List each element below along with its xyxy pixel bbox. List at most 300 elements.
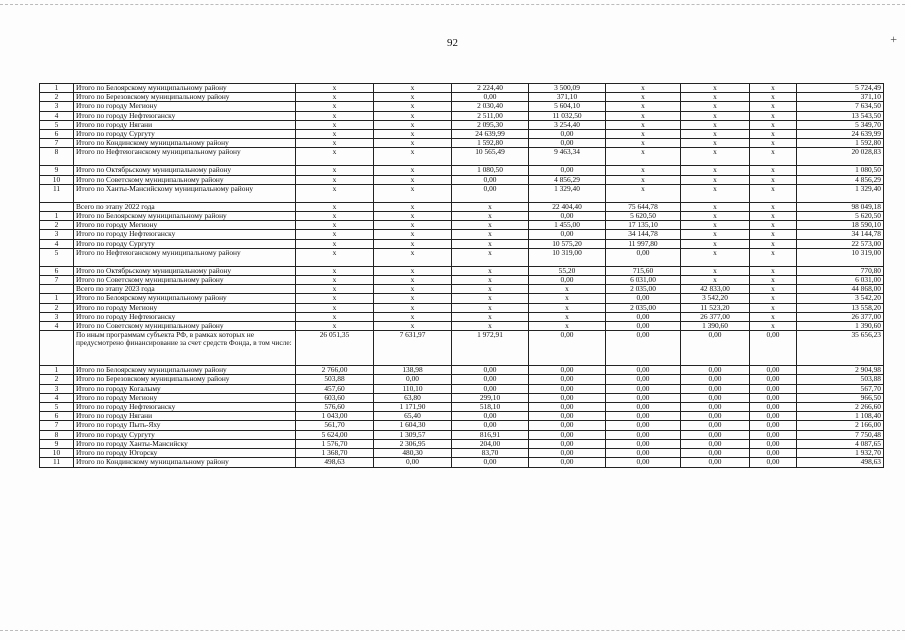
- value-cell: 0,00: [606, 393, 681, 402]
- value-cell: 22 404,40: [529, 202, 606, 211]
- row-name-cell: Итого по городу Мегиону: [74, 303, 296, 312]
- value-cell: х: [374, 148, 452, 166]
- row-number-cell: 7: [40, 139, 74, 148]
- row-name-cell: Итого по Ханты-Мансийскому муниципальному району: [74, 184, 296, 202]
- value-cell: 0,00: [750, 384, 797, 393]
- row-number-cell: 8: [40, 148, 74, 166]
- value-cell: х: [750, 248, 797, 266]
- row-name-cell: Итого по городу Пыть-Яху: [74, 421, 296, 430]
- value-cell: х: [374, 276, 452, 285]
- value-cell: 966,50: [797, 393, 884, 402]
- value-cell: х: [374, 248, 452, 266]
- value-cell: 0,00: [374, 458, 452, 467]
- value-cell: 24 639,99: [452, 130, 529, 139]
- value-cell: х: [374, 294, 452, 303]
- value-cell: х: [452, 221, 529, 230]
- table-row: [40, 430, 884, 439]
- value-cell: 480,30: [374, 449, 452, 458]
- value-cell: х: [296, 120, 374, 129]
- value-cell: х: [374, 93, 452, 102]
- row-number-cell: 6: [40, 266, 74, 275]
- value-cell: 0,00: [681, 421, 750, 430]
- value-cell: 10 575,20: [529, 239, 606, 248]
- value-cell: х: [374, 120, 452, 129]
- row-number-cell: 1: [40, 84, 74, 93]
- row-number-cell: 9: [40, 439, 74, 448]
- value-cell: 2 224,40: [452, 84, 529, 93]
- table-row: [40, 239, 884, 248]
- table-row: [40, 102, 884, 111]
- value-cell: 5 624,00: [296, 430, 374, 439]
- table-row: [40, 202, 884, 211]
- row-name-cell: Итого по Нефтеюганскому муниципальному району: [74, 248, 296, 266]
- value-cell: х: [681, 84, 750, 93]
- value-cell: 1 972,91: [452, 331, 529, 366]
- value-cell: 0,00: [374, 375, 452, 384]
- value-cell: 0,00: [529, 366, 606, 375]
- value-cell: х: [296, 322, 374, 331]
- value-cell: 0,00: [606, 384, 681, 393]
- row-name-cell: Итого по городу Когалыму: [74, 384, 296, 393]
- value-cell: 63,80: [374, 393, 452, 402]
- value-cell: 1 171,90: [374, 403, 452, 412]
- value-cell: х: [750, 184, 797, 202]
- value-cell: 770,80: [797, 266, 884, 275]
- value-cell: 0,00: [529, 375, 606, 384]
- value-cell: 204,00: [452, 439, 529, 448]
- value-cell: 0,00: [750, 458, 797, 467]
- row-number-cell: 2: [40, 303, 74, 312]
- value-cell: 0,00: [681, 331, 750, 366]
- value-cell: 0,00: [529, 393, 606, 402]
- value-cell: 0,00: [681, 412, 750, 421]
- row-number-cell: [40, 331, 74, 366]
- value-cell: х: [374, 266, 452, 275]
- value-cell: 2 035,00: [606, 303, 681, 312]
- value-cell: 11 032,50: [529, 111, 606, 120]
- table-row: [40, 120, 884, 129]
- table-row: [40, 130, 884, 139]
- value-cell: 0,00: [452, 93, 529, 102]
- value-cell: 0,00: [529, 276, 606, 285]
- bottom-scan-edge: [0, 630, 905, 631]
- document-table: [39, 83, 884, 468]
- value-cell: 44 868,00: [797, 285, 884, 294]
- value-cell: х: [681, 166, 750, 175]
- value-cell: 1 390,60: [681, 322, 750, 331]
- value-cell: 2 095,30: [452, 120, 529, 129]
- value-cell: х: [374, 139, 452, 148]
- value-cell: 561,70: [296, 421, 374, 430]
- table-row: [40, 111, 884, 120]
- value-cell: 1 455,00: [529, 221, 606, 230]
- row-name-cell: Итого по Белоярскому муниципальному району: [74, 366, 296, 375]
- value-cell: 26 377,00: [681, 312, 750, 321]
- value-cell: 3 542,20: [681, 294, 750, 303]
- row-name-cell: Итого по Березовскому муниципальному району: [74, 375, 296, 384]
- row-number-cell: 11: [40, 458, 74, 467]
- row-name-cell: Итого по Советскому муниципальному району: [74, 175, 296, 184]
- value-cell: х: [750, 230, 797, 239]
- value-cell: х: [750, 139, 797, 148]
- value-cell: х: [681, 93, 750, 102]
- value-cell: х: [296, 84, 374, 93]
- value-cell: 0,00: [606, 412, 681, 421]
- value-cell: х: [296, 202, 374, 211]
- value-cell: 0,00: [452, 366, 529, 375]
- value-cell: 2 904,98: [797, 366, 884, 375]
- value-cell: 0,00: [606, 430, 681, 439]
- value-cell: х: [296, 166, 374, 175]
- row-number-cell: 1: [40, 212, 74, 221]
- value-cell: 0,00: [452, 384, 529, 393]
- value-cell: 2 766,00: [296, 366, 374, 375]
- value-cell: 0,00: [529, 331, 606, 366]
- row-name-cell: Итого по Советскому муниципальному району: [74, 322, 296, 331]
- value-cell: х: [296, 221, 374, 230]
- value-cell: х: [606, 111, 681, 120]
- value-cell: х: [681, 102, 750, 111]
- value-cell: 1 604,30: [374, 421, 452, 430]
- value-cell: 0,00: [606, 322, 681, 331]
- value-cell: 2 166,00: [797, 421, 884, 430]
- value-cell: 5 724,49: [797, 84, 884, 93]
- table-row: [40, 375, 884, 384]
- row-number-cell: 5: [40, 120, 74, 129]
- value-cell: х: [750, 130, 797, 139]
- value-cell: х: [681, 130, 750, 139]
- value-cell: 2 306,95: [374, 439, 452, 448]
- value-cell: 0,00: [452, 175, 529, 184]
- value-cell: 35 656,23: [797, 331, 884, 366]
- table-row: [40, 331, 884, 366]
- value-cell: 2 266,60: [797, 403, 884, 412]
- value-cell: 0,00: [750, 412, 797, 421]
- value-cell: 0,00: [750, 449, 797, 458]
- row-name-cell: Итого по Белоярскому муниципальному району: [74, 212, 296, 221]
- value-cell: 0,00: [529, 130, 606, 139]
- row-number-cell: 1: [40, 366, 74, 375]
- value-cell: х: [750, 239, 797, 248]
- value-cell: х: [296, 93, 374, 102]
- value-cell: 0,00: [452, 375, 529, 384]
- table-row: [40, 303, 884, 312]
- row-number-cell: [40, 285, 74, 294]
- value-cell: 20 028,83: [797, 148, 884, 166]
- value-cell: х: [374, 130, 452, 139]
- row-name-cell: Итого по Октябрьскому муниципальному району: [74, 266, 296, 275]
- value-cell: х: [606, 130, 681, 139]
- row-name-cell: Итого по Березовскому муниципальному району: [74, 93, 296, 102]
- value-cell: х: [681, 148, 750, 166]
- value-cell: 0,00: [681, 375, 750, 384]
- row-number-cell: 7: [40, 276, 74, 285]
- value-cell: 715,60: [606, 266, 681, 275]
- value-cell: х: [296, 266, 374, 275]
- value-cell: 0,00: [606, 294, 681, 303]
- value-cell: 17 135,10: [606, 221, 681, 230]
- value-cell: 10 565,49: [452, 148, 529, 166]
- value-cell: х: [296, 303, 374, 312]
- value-cell: х: [374, 84, 452, 93]
- row-number-cell: 9: [40, 166, 74, 175]
- value-cell: 0,00: [606, 403, 681, 412]
- value-cell: 1 043,00: [296, 412, 374, 421]
- value-cell: х: [606, 148, 681, 166]
- value-cell: 1 309,57: [374, 430, 452, 439]
- value-cell: 1 592,80: [797, 139, 884, 148]
- value-cell: 34 144,78: [797, 230, 884, 239]
- value-cell: х: [452, 230, 529, 239]
- value-cell: х: [296, 212, 374, 221]
- value-cell: 0,00: [750, 403, 797, 412]
- row-number-cell: [40, 202, 74, 211]
- value-cell: 11 997,80: [606, 239, 681, 248]
- table-row: [40, 184, 884, 202]
- value-cell: х: [452, 276, 529, 285]
- value-cell: 4 087,65: [797, 439, 884, 448]
- value-cell: 5 620,50: [606, 212, 681, 221]
- value-cell: х: [529, 312, 606, 321]
- table-row: [40, 312, 884, 321]
- value-cell: х: [750, 111, 797, 120]
- table-row: [40, 322, 884, 331]
- value-cell: 7 631,97: [374, 331, 452, 366]
- value-cell: х: [750, 276, 797, 285]
- value-cell: х: [296, 184, 374, 202]
- value-cell: 55,20: [529, 266, 606, 275]
- value-cell: х: [750, 102, 797, 111]
- value-cell: х: [374, 212, 452, 221]
- value-cell: х: [681, 239, 750, 248]
- row-number-cell: 11: [40, 184, 74, 202]
- row-name-cell: Итого по городу Нягани: [74, 412, 296, 421]
- value-cell: 6 031,00: [797, 276, 884, 285]
- value-cell: 0,00: [452, 184, 529, 202]
- value-cell: 26 051,35: [296, 331, 374, 366]
- value-cell: 9 463,34: [529, 148, 606, 166]
- value-cell: х: [606, 93, 681, 102]
- value-cell: 22 573,00: [797, 239, 884, 248]
- value-cell: 0,00: [750, 375, 797, 384]
- table-row: [40, 285, 884, 294]
- page-number: 92: [447, 37, 458, 49]
- row-name-cell: По иным программам субъекта РФ, в рамках которых не предусмотрено финансирование за счет средств Фонда, в том числе:: [74, 331, 296, 366]
- value-cell: х: [606, 102, 681, 111]
- value-cell: 0,00: [529, 430, 606, 439]
- table-row: [40, 230, 884, 239]
- value-cell: х: [374, 202, 452, 211]
- value-cell: 83,70: [452, 449, 529, 458]
- row-number-cell: 5: [40, 403, 74, 412]
- corner-mark: +: [890, 32, 897, 46]
- value-cell: х: [606, 184, 681, 202]
- value-cell: 1 080,50: [797, 166, 884, 175]
- value-cell: х: [452, 322, 529, 331]
- value-cell: 24 639,99: [797, 130, 884, 139]
- value-cell: 1 329,40: [529, 184, 606, 202]
- value-cell: 3 254,40: [529, 120, 606, 129]
- value-cell: 0,00: [529, 212, 606, 221]
- value-cell: 26 377,00: [797, 312, 884, 321]
- value-cell: 0,00: [452, 421, 529, 430]
- value-cell: 0,00: [606, 331, 681, 366]
- value-cell: х: [606, 120, 681, 129]
- value-cell: х: [606, 166, 681, 175]
- value-cell: 5 349,70: [797, 120, 884, 129]
- row-number-cell: 6: [40, 130, 74, 139]
- row-name-cell: Итого по городу Мегиону: [74, 393, 296, 402]
- table-row: [40, 212, 884, 221]
- table-row: [40, 148, 884, 166]
- value-cell: х: [750, 148, 797, 166]
- value-cell: х: [452, 312, 529, 321]
- value-cell: х: [296, 102, 374, 111]
- table-row: [40, 266, 884, 275]
- row-number-cell: 4: [40, 393, 74, 402]
- value-cell: 3 542,20: [797, 294, 884, 303]
- value-cell: 0,00: [681, 449, 750, 458]
- row-name-cell: Итого по Белоярскому муниципальному району: [74, 294, 296, 303]
- value-cell: 0,00: [606, 458, 681, 467]
- row-name-cell: Итого по городу Ханты-Мансийску: [74, 439, 296, 448]
- value-cell: х: [296, 175, 374, 184]
- value-cell: 0,00: [452, 458, 529, 467]
- value-cell: х: [296, 294, 374, 303]
- table-row: [40, 439, 884, 448]
- value-cell: х: [681, 230, 750, 239]
- table-row: [40, 384, 884, 393]
- table-row: [40, 139, 884, 148]
- value-cell: х: [452, 294, 529, 303]
- value-cell: 0,00: [606, 312, 681, 321]
- value-cell: 0,00: [681, 393, 750, 402]
- value-cell: х: [750, 84, 797, 93]
- row-number-cell: 2: [40, 93, 74, 102]
- value-cell: х: [296, 239, 374, 248]
- value-cell: 0,00: [681, 366, 750, 375]
- value-cell: х: [374, 111, 452, 120]
- value-cell: х: [681, 111, 750, 120]
- row-number-cell: 1: [40, 294, 74, 303]
- value-cell: х: [296, 111, 374, 120]
- value-cell: 0,00: [606, 439, 681, 448]
- row-number-cell: 3: [40, 102, 74, 111]
- row-number-cell: 10: [40, 175, 74, 184]
- table-row: [40, 276, 884, 285]
- value-cell: х: [374, 184, 452, 202]
- value-cell: 0,00: [606, 375, 681, 384]
- value-cell: х: [681, 120, 750, 129]
- row-name-cell: Итого по городу Нефтеюганску: [74, 111, 296, 120]
- value-cell: 0,00: [529, 458, 606, 467]
- value-cell: 98 049,18: [797, 202, 884, 211]
- value-cell: 42 833,00: [681, 285, 750, 294]
- row-name-cell: Итого по городу Мегиону: [74, 102, 296, 111]
- value-cell: х: [452, 285, 529, 294]
- value-cell: х: [296, 248, 374, 266]
- row-number-cell: 6: [40, 412, 74, 421]
- value-cell: 1 108,40: [797, 412, 884, 421]
- value-cell: х: [452, 248, 529, 266]
- value-cell: 0,00: [681, 458, 750, 467]
- value-cell: х: [452, 266, 529, 275]
- value-cell: 371,10: [529, 93, 606, 102]
- row-name-cell: Итого по Нефтеюганскому муниципальному району: [74, 148, 296, 166]
- row-name-cell: Всего по этапу 2023 года: [74, 285, 296, 294]
- value-cell: 5 604,10: [529, 102, 606, 111]
- value-cell: 816,91: [452, 430, 529, 439]
- table-row: [40, 366, 884, 375]
- value-cell: х: [374, 221, 452, 230]
- value-cell: х: [681, 139, 750, 148]
- value-cell: х: [296, 312, 374, 321]
- value-cell: х: [452, 212, 529, 221]
- value-cell: х: [750, 175, 797, 184]
- row-number-cell: 7: [40, 421, 74, 430]
- value-cell: 65,40: [374, 412, 452, 421]
- value-cell: 0,00: [750, 393, 797, 402]
- value-cell: 576,60: [296, 403, 374, 412]
- value-cell: 4 856,29: [529, 175, 606, 184]
- value-cell: 1 368,70: [296, 449, 374, 458]
- table-row: [40, 458, 884, 467]
- value-cell: х: [750, 285, 797, 294]
- value-cell: 0,00: [750, 331, 797, 366]
- value-cell: х: [374, 166, 452, 175]
- value-cell: х: [606, 139, 681, 148]
- row-number-cell: 3: [40, 384, 74, 393]
- value-cell: 0,00: [452, 412, 529, 421]
- value-cell: х: [374, 303, 452, 312]
- value-cell: 0,00: [529, 421, 606, 430]
- value-cell: 0,00: [750, 366, 797, 375]
- value-cell: х: [296, 285, 374, 294]
- value-cell: 2 511,00: [452, 111, 529, 120]
- value-cell: 4 856,29: [797, 175, 884, 184]
- row-name-cell: Итого по городу Сургуту: [74, 130, 296, 139]
- value-cell: 0,00: [606, 366, 681, 375]
- value-cell: 1 932,70: [797, 449, 884, 458]
- value-cell: х: [681, 212, 750, 221]
- value-cell: х: [681, 266, 750, 275]
- value-cell: х: [750, 322, 797, 331]
- row-number-cell: 3: [40, 230, 74, 239]
- value-cell: 138,98: [374, 366, 452, 375]
- value-cell: 457,60: [296, 384, 374, 393]
- value-cell: 0,00: [681, 430, 750, 439]
- row-name-cell: Итого по городу Сургуту: [74, 430, 296, 439]
- value-cell: 0,00: [606, 248, 681, 266]
- value-cell: х: [452, 303, 529, 312]
- value-cell: 11 523,20: [681, 303, 750, 312]
- row-name-cell: Итого по Белоярскому муниципальному району: [74, 84, 296, 93]
- top-scan-edge: [0, 4, 905, 5]
- row-name-cell: Итого по Октябрьскому муниципальному району: [74, 166, 296, 175]
- row-number-cell: 4: [40, 111, 74, 120]
- value-cell: х: [374, 102, 452, 111]
- value-cell: 518,10: [452, 403, 529, 412]
- value-cell: 1 390,60: [797, 322, 884, 331]
- value-cell: 1 080,50: [452, 166, 529, 175]
- value-cell: х: [374, 239, 452, 248]
- value-cell: 0,00: [529, 230, 606, 239]
- value-cell: 1 576,70: [296, 439, 374, 448]
- value-cell: х: [374, 285, 452, 294]
- row-number-cell: 4: [40, 322, 74, 331]
- row-number-cell: 5: [40, 248, 74, 266]
- row-name-cell: Итого по городу Мегиону: [74, 221, 296, 230]
